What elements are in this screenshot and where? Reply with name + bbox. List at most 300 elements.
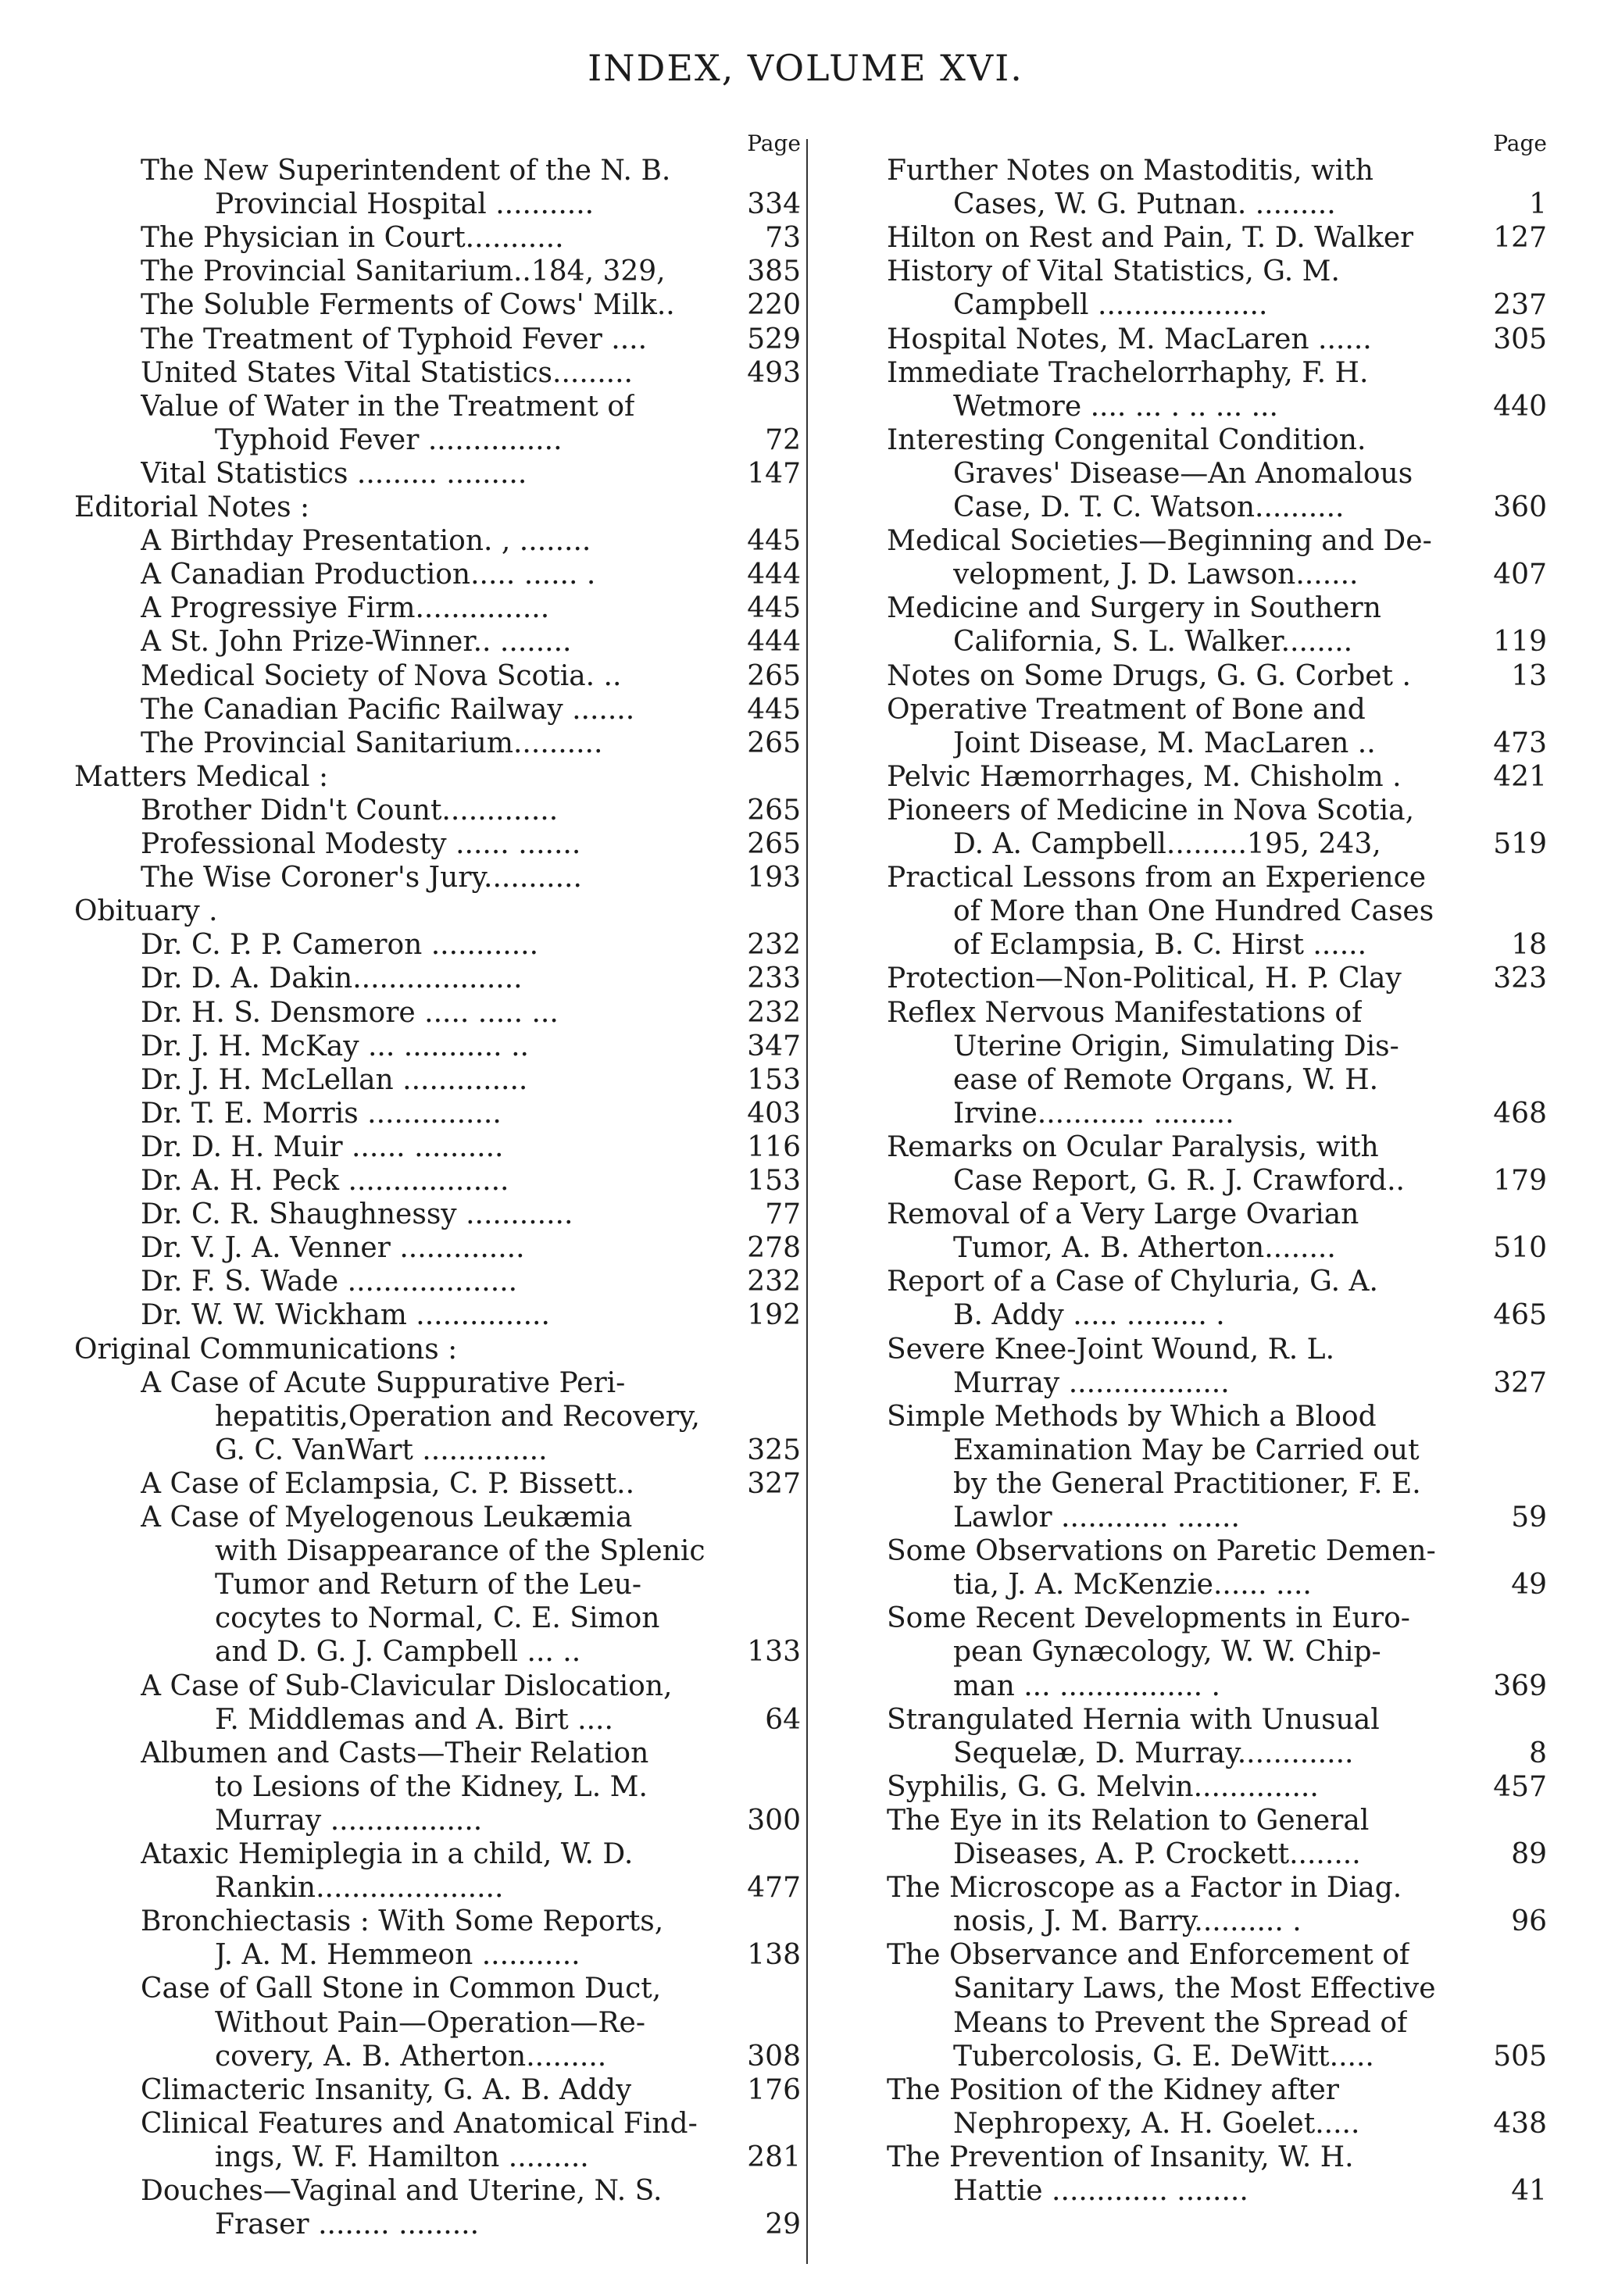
entry-text: pean Gynæcology, W. W. Chip-: [953, 1636, 1381, 1669]
entry-text: Clinical Features and Anatomical Find-: [141, 2107, 698, 2140]
entry-text: Notes on Some Drugs, G. G. Corbet .: [887, 659, 1411, 692]
index-entry: [887, 625, 1547, 659]
index-entry-continued: [74, 154, 801, 187]
page-number: 96: [1511, 1905, 1547, 1938]
page-number: 281: [747, 2141, 801, 2173]
index-entry-continued: [887, 1635, 1547, 1669]
entry-text: Protection—Non-Political, H. P. Clay: [887, 962, 1402, 995]
page-number: 403: [747, 1097, 801, 1130]
entry-text: Provincial Hospital ...........: [215, 188, 595, 221]
page-number: 385: [747, 255, 801, 288]
entry-text: Professional Modesty ...... .......: [141, 828, 581, 860]
entry-text: Pelvic Hæmorrhages, M. Chisholm .: [887, 760, 1402, 793]
page-number: 444: [747, 626, 801, 659]
page-number: 193: [747, 862, 801, 894]
entry-text: Dr. D. A. Dakin...................: [141, 962, 523, 995]
entry-text: Fraser ........ .........: [215, 2209, 480, 2241]
page-number: 8: [1529, 1737, 1547, 1769]
entry-text: ease of Remote Organs, W. H.: [953, 1063, 1379, 1096]
page-number: 468: [1493, 1097, 1547, 1130]
page-number: 510: [1493, 1232, 1547, 1265]
page-number: 327: [1493, 1366, 1547, 1399]
index-entry: [887, 659, 1547, 693]
page-number: 265: [747, 794, 801, 827]
page-column-heading: Page: [747, 130, 801, 156]
entry-text: Irvine............ .........: [953, 1097, 1234, 1130]
page-number: 308: [747, 2040, 801, 2073]
page-number: 153: [747, 1063, 801, 1096]
index-entry: [74, 423, 801, 457]
entry-text: Albumen and Casts—Their Relation: [141, 1737, 649, 1769]
page-number: 192: [747, 1299, 801, 1332]
entry-text: Hilton on Rest and Pain, T. D. Walker: [887, 222, 1414, 255]
index-entry: [887, 1770, 1547, 1804]
page-number: 334: [747, 188, 801, 221]
page-number: 29: [765, 2209, 801, 2241]
entry-text: Interesting Congenital Condition.: [887, 423, 1366, 456]
entry-text: Remarks on Ocular Paralysis, with: [887, 1130, 1379, 1163]
index-entry-continued: [887, 894, 1547, 928]
entry-text: The Canadian Pacific Railway .......: [141, 693, 635, 726]
page-column-heading: Page: [1493, 130, 1547, 156]
page-number: 300: [747, 1804, 801, 1837]
entry-text: California, S. L. Walker........: [953, 626, 1353, 659]
entry-text: Dr. T. E. Morris ...............: [141, 1097, 502, 1130]
entry-text: Dr. F. S. Wade ...................: [141, 1266, 518, 1298]
index-entry: [74, 1030, 801, 1063]
index-entry: [74, 928, 801, 962]
entry-text: Strangulated Hernia with Unusual: [887, 1703, 1380, 1736]
page-number: 89: [1511, 1838, 1547, 1870]
entry-text: Removal of a Very Large Ovarian: [887, 1198, 1359, 1231]
index-entry-continued: [887, 1434, 1547, 1467]
page-number: 116: [747, 1130, 801, 1163]
entry-text: The Soluble Ferments of Cows' Milk..: [141, 289, 675, 322]
entry-text: and D. G. J. Campbell ... ..: [215, 1636, 581, 1669]
entry-text: F. Middlemas and A. Birt ....: [215, 1703, 613, 1736]
index-entry-continued: [74, 1737, 801, 1770]
index-entry-continued: [887, 356, 1547, 390]
entry-text: Uterine Origin, Simulating Dis-: [953, 1030, 1399, 1062]
index-entry: [74, 1467, 801, 1501]
entry-text: Dr. C. P. P. Cameron ............: [141, 929, 539, 962]
index-entry: [74, 457, 801, 491]
entry-text: History of Vital Statistics, G. M.: [887, 255, 1340, 288]
entry-text: Some Recent Developments in Euro-: [887, 1602, 1410, 1635]
index-entry: [887, 1366, 1547, 1400]
entry-text: G. C. VanWart ..............: [215, 1434, 548, 1466]
index-entry-continued: [74, 1601, 801, 1635]
entry-text: Typhoid Fever ...............: [215, 423, 563, 456]
index-entry: [74, 591, 801, 625]
entry-text: A Birthday Presentation. , ........: [141, 525, 591, 558]
entry-text: Brother Didn't Count.............: [141, 794, 559, 827]
entry-text: The Wise Coroner's Jury...........: [141, 862, 582, 894]
page-number: 457: [1493, 1770, 1547, 1803]
entry-text: Pioneers of Medicine in Nova Scotia,: [887, 794, 1415, 827]
entry-text: Campbell ...................: [953, 289, 1268, 322]
entry-text: Immediate Trachelorrhaphy, F. H.: [887, 356, 1369, 389]
entry-text: The Eye in its Relation to General: [887, 1804, 1370, 1837]
page-number: 519: [1493, 828, 1547, 860]
entry-text: The New Superintendent of the N. B.: [141, 155, 671, 187]
entry-text: of More than One Hundred Cases: [953, 895, 1434, 928]
page-number: 153: [747, 1165, 801, 1197]
index-entry: [74, 1198, 801, 1231]
page-number: 232: [747, 996, 801, 1029]
index-entry-continued: [887, 1938, 1547, 1972]
page-number: 119: [1493, 626, 1547, 659]
page-number: 147: [747, 457, 801, 490]
index-entry-continued: [887, 693, 1547, 727]
entry-text: Tubercolosis, G. E. DeWitt.....: [953, 2040, 1374, 2073]
page-number: 265: [747, 828, 801, 860]
entry-text: Lawlor ............ .......: [953, 1502, 1240, 1534]
entry-text: Hattie ............. ........: [953, 2175, 1248, 2207]
index-entry: [887, 1501, 1547, 1534]
entry-text: A Case of Myelogenous Leukæmia: [141, 1502, 633, 1534]
page-number: 233: [747, 962, 801, 995]
page-title: INDEX, VOLUME XVI.: [588, 47, 1023, 89]
entry-text: The Microscope as a Factor in Diag.: [887, 1872, 1402, 1905]
entry-text: Without Pain—Operation—Re-: [215, 2006, 646, 2039]
entry-text: The Physician in Court...........: [141, 222, 564, 255]
page-number: 347: [747, 1030, 801, 1062]
entry-text: Case, D. T. C. Watson..........: [953, 491, 1345, 523]
index-entry-continued: [887, 861, 1547, 894]
entry-text: Original Communications :: [74, 1333, 458, 1366]
index-entry-continued: [74, 1568, 801, 1601]
index-entry: [74, 1231, 801, 1265]
index-entry-continued: [887, 154, 1547, 187]
entry-text: Simple Methods by Which a Blood: [887, 1400, 1377, 1433]
index-entry-continued: [74, 1534, 801, 1568]
entry-text: Murray .................: [215, 1804, 483, 1837]
index-entry-continued: [887, 1198, 1547, 1231]
index-entry: [74, 2208, 801, 2241]
entry-text: The Treatment of Typhoid Fever ....: [141, 323, 648, 355]
index-entry: [74, 861, 801, 894]
page-number: 369: [1493, 1669, 1547, 1702]
page-number: 133: [747, 1636, 801, 1669]
entry-text: The Provincial Sanitarium..184, 329,: [141, 255, 666, 288]
page-number: 73: [765, 222, 801, 255]
page-number: 59: [1511, 1502, 1547, 1534]
entry-text: Matters Medical :: [74, 760, 329, 793]
index-entry: [887, 1737, 1547, 1770]
index-entry: [887, 187, 1547, 221]
index-entry-continued: [74, 1770, 801, 1804]
index-entry: [887, 727, 1547, 760]
page-number: 325: [747, 1434, 801, 1466]
page-number: 127: [1493, 222, 1547, 255]
index-entry-continued: [887, 1265, 1547, 1298]
index-entry: [887, 1298, 1547, 1332]
entry-text: Douches—Vaginal and Uterine, N. S.: [141, 2175, 663, 2207]
entry-text: Operative Treatment of Bone and: [887, 693, 1366, 726]
entry-text: Dr. J. H. McLellan ..............: [141, 1063, 528, 1096]
index-entry-continued: [887, 1063, 1547, 1097]
entry-text: A Case of Acute Suppurative Peri-: [141, 1366, 626, 1399]
page-number: 505: [1493, 2040, 1547, 2073]
index-entry-continued: [887, 255, 1547, 288]
entry-text: of Eclampsia, B. C. Hirst ......: [953, 929, 1367, 962]
index-entry: [74, 1298, 801, 1332]
entry-text: Case of Gall Stone in Common Duct,: [141, 1973, 662, 2005]
page-number: 493: [747, 356, 801, 389]
index-entry: [887, 1097, 1547, 1130]
index-entry-continued: [74, 1333, 801, 1366]
entry-text: Obituary .: [74, 895, 218, 928]
index-entry: [74, 1164, 801, 1198]
index-entry: [74, 2040, 801, 2073]
index-entry: [887, 2107, 1547, 2141]
entry-text: Ataxic Hemiplegia in a child, W. D.: [141, 1838, 634, 1870]
index-entry-continued: [887, 1534, 1547, 1568]
index-entry: [74, 323, 801, 356]
index-entry: [74, 727, 801, 760]
page-number: 265: [747, 727, 801, 759]
index-entry-continued: [887, 1601, 1547, 1635]
entry-text: tia, J. A. McKenzie...... ....: [953, 1569, 1312, 1601]
entry-text: Value of Water in the Treatment of: [141, 390, 635, 423]
index-entry: [74, 2073, 801, 2107]
entry-text: Editorial Notes :: [74, 491, 310, 523]
page-number: 477: [747, 1872, 801, 1905]
index-entry-continued: [887, 2006, 1547, 2040]
entry-text: Climacteric Insanity, G. A. B. Addy: [141, 2073, 632, 2106]
index-entry: [887, 928, 1547, 962]
index-entry: [74, 356, 801, 390]
page-number: 64: [765, 1703, 801, 1736]
index-entry-continued: [887, 2073, 1547, 2107]
page-number: 232: [747, 929, 801, 962]
entry-text: with Disappearance of the Splenic: [215, 1535, 705, 1568]
index-entry: [74, 1703, 801, 1737]
index-entry: [887, 221, 1547, 255]
index-entry: [887, 1669, 1547, 1703]
index-entry: [74, 1063, 801, 1097]
entry-text: The Position of the Kidney after: [887, 2073, 1339, 2106]
entry-text: A Case of Sub-Clavicular Dislocation,: [141, 1669, 673, 1702]
entry-text: A Progressiye Firm...............: [141, 592, 550, 625]
index-entry-continued: [887, 794, 1547, 827]
index-entry: [74, 255, 801, 288]
entry-text: Dr. V. J. A. Venner ..............: [141, 1232, 525, 1265]
entry-text: Medical Society of Nova Scotia. ..: [141, 659, 622, 692]
entry-text: Reflex Nervous Manifestations of: [887, 996, 1363, 1029]
entry-text: covery, A. B. Atherton.........: [215, 2040, 607, 2073]
entry-text: Sanitary Laws, the Most Effective: [953, 1973, 1436, 2005]
index-entry: [74, 288, 801, 322]
index-entry: [74, 1130, 801, 1164]
page-number: 305: [1493, 323, 1547, 355]
entry-text: Further Notes on Mastoditis, with: [887, 155, 1373, 187]
entry-text: D. A. Campbell.........195, 243,: [953, 828, 1381, 860]
entry-text: Case Report, G. R. J. Crawford..: [953, 1165, 1405, 1197]
entry-text: Tumor and Return of the Leu-: [215, 1569, 642, 1601]
entry-text: J. A. M. Hemmeon ...........: [215, 1939, 580, 1972]
entry-text: Examination May be Carried out: [953, 1434, 1420, 1466]
entry-text: The Observance and Enforcement of: [887, 1939, 1410, 1972]
entry-text: Dr. W. W. Wickham ...............: [141, 1299, 550, 1332]
page-number: 445: [747, 525, 801, 558]
index-entry: [74, 524, 801, 558]
index-entry-continued: [887, 1972, 1547, 2005]
index-entry: [887, 288, 1547, 322]
page-number: 176: [747, 2073, 801, 2106]
index-entry: [887, 558, 1547, 591]
entry-text: Some Observations on Paretic Demen-: [887, 1535, 1436, 1568]
entry-text: Hospital Notes, M. MacLaren ......: [887, 323, 1372, 355]
index-entry: [74, 558, 801, 591]
page-number: 407: [1493, 559, 1547, 591]
index-entry: [887, 323, 1547, 356]
index-entry: [74, 1871, 801, 1905]
index-entry-continued: [74, 1669, 801, 1703]
index-entry: [74, 2141, 801, 2174]
page-number: 327: [747, 1467, 801, 1500]
index-entry-continued: [74, 491, 801, 524]
page-number: 41: [1511, 2175, 1547, 2207]
index-entry: [74, 996, 801, 1030]
index-entry-continued: [887, 524, 1547, 558]
index-entry: [887, 1164, 1547, 1198]
entry-text: Dr. H. S. Densmore ..... ..... ...: [141, 996, 559, 1029]
entry-text: to Lesions of the Kidney, L. M.: [215, 1770, 648, 1803]
entry-text: Tumor, A. B. Atherton........: [953, 1232, 1336, 1265]
index-entry-continued: [74, 894, 801, 928]
page-number: 465: [1493, 1299, 1547, 1332]
index-entry: [887, 491, 1547, 524]
page-number: 13: [1511, 659, 1547, 692]
index-entry-continued: [74, 1501, 801, 1534]
index-entry-continued: [887, 423, 1547, 457]
index-entry: [74, 1265, 801, 1298]
entry-text: Graves' Disease—An Anomalous: [953, 457, 1413, 490]
page-number: 421: [1493, 760, 1547, 793]
index-entry: [74, 962, 801, 995]
entry-text: Joint Disease, M. MacLaren ..: [953, 727, 1376, 759]
page-number: 360: [1493, 491, 1547, 523]
entry-text: Report of a Case of Chyluria, G. A.: [887, 1266, 1378, 1298]
index-entry: [74, 1097, 801, 1130]
entry-text: Cases, W. G. Putnan. .........: [953, 188, 1336, 221]
entry-text: Dr. A. H. Peck ..................: [141, 1165, 509, 1197]
index-entry: [887, 1568, 1547, 1601]
entry-text: Dr. C. R. Shaughnessy ............: [141, 1198, 573, 1231]
page-number: 323: [1493, 962, 1547, 995]
index-entry: [74, 1938, 801, 1972]
entry-text: Means to Prevent the Spread of: [953, 2006, 1408, 2039]
index-entry-continued: [887, 591, 1547, 625]
page-number: 77: [765, 1198, 801, 1231]
index-entry-continued: [887, 1030, 1547, 1063]
index-entry: [74, 1635, 801, 1669]
entry-text: Dr. J. H. McKay ... ........... ..: [141, 1030, 529, 1062]
entry-text: Murray ..................: [953, 1366, 1230, 1399]
index-entry: [887, 1231, 1547, 1265]
index-entry: [74, 659, 801, 693]
index-entry-continued: [887, 1703, 1547, 1737]
index-entry-continued: [74, 2107, 801, 2141]
index-entry-continued: [887, 996, 1547, 1030]
index-entry: [74, 1804, 801, 1837]
index-entry-continued: [74, 1366, 801, 1400]
entry-text: Diseases, A. P. Crockett........: [953, 1838, 1361, 1870]
page-number: 529: [747, 323, 801, 355]
index-entry-continued: [887, 2141, 1547, 2174]
index-entry-continued: [887, 1467, 1547, 1501]
entry-text: Bronchiectasis : With Some Reports,: [141, 1905, 664, 1938]
page-number: 72: [765, 423, 801, 456]
page-number: 440: [1493, 390, 1547, 423]
entry-text: The Provincial Sanitarium..........: [141, 727, 603, 759]
entry-text: B. Addy ..... ......... .: [953, 1299, 1225, 1332]
page-number: 232: [747, 1266, 801, 1298]
entry-text: nosis, J. M. Barry.......... .: [953, 1905, 1302, 1938]
page-number: 220: [747, 289, 801, 322]
page-number: 444: [747, 559, 801, 591]
index-entry: [74, 625, 801, 659]
index-entry: [887, 1905, 1547, 1938]
index-entry-continued: [74, 2006, 801, 2040]
index-entry: [74, 827, 801, 861]
index-entry: [887, 390, 1547, 423]
entry-text: Vital Statistics ......... .........: [141, 457, 527, 490]
index-entry-continued: [74, 2174, 801, 2208]
index-entry: [887, 2040, 1547, 2073]
entry-text: A Case of Eclampsia, C. P. Bissett..: [141, 1467, 635, 1500]
index-entry-continued: [887, 1804, 1547, 1837]
index-entry: [887, 760, 1547, 794]
entry-text: velopment, J. D. Lawson.......: [953, 559, 1359, 591]
index-entry-continued: [74, 1972, 801, 2005]
entry-text: Practical Lessons from an Experience: [887, 862, 1427, 894]
index-entry-continued: [74, 1400, 801, 1434]
index-entry: [887, 827, 1547, 861]
entry-text: Nephropexy, A. H. Goelet.....: [953, 2107, 1360, 2140]
entry-text: ings, W. F. Hamilton .........: [215, 2141, 589, 2173]
page-number: 445: [747, 693, 801, 726]
entry-text: Syphilis, G. G. Melvin..............: [887, 1770, 1319, 1803]
index-entry: [74, 693, 801, 727]
page-number: 18: [1511, 929, 1547, 962]
index-entry: [74, 187, 801, 221]
entry-text: by the General Practitioner, F. E.: [953, 1467, 1421, 1500]
index-entry-continued: [887, 457, 1547, 491]
page-number: 278: [747, 1232, 801, 1265]
entry-text: Wetmore .... ... . .. ... ...: [953, 390, 1278, 423]
entry-text: Rankin.....................: [215, 1872, 504, 1905]
page-number: 473: [1493, 727, 1547, 759]
page-number: 445: [747, 592, 801, 625]
entry-text: United States Vital Statistics.........: [141, 356, 633, 389]
index-entry-continued: [887, 1400, 1547, 1434]
index-entry-continued: [74, 1837, 801, 1871]
entry-text: hepatitis,Operation and Recovery,: [215, 1400, 700, 1433]
entry-text: Severe Knee-Joint Wound, R. L.: [887, 1333, 1335, 1366]
index-entry-continued: [887, 1871, 1547, 1905]
index-entry: [74, 794, 801, 827]
page-number: 1: [1529, 188, 1547, 221]
entry-text: Medical Societies—Beginning and De-: [887, 525, 1432, 558]
page-number: 237: [1493, 289, 1547, 322]
entry-text: cocytes to Normal, C. E. Simon: [215, 1602, 660, 1635]
page-number: 138: [747, 1939, 801, 1972]
entry-text: The Prevention of Insanity, W. H.: [887, 2141, 1354, 2173]
page-number: 438: [1493, 2107, 1547, 2140]
